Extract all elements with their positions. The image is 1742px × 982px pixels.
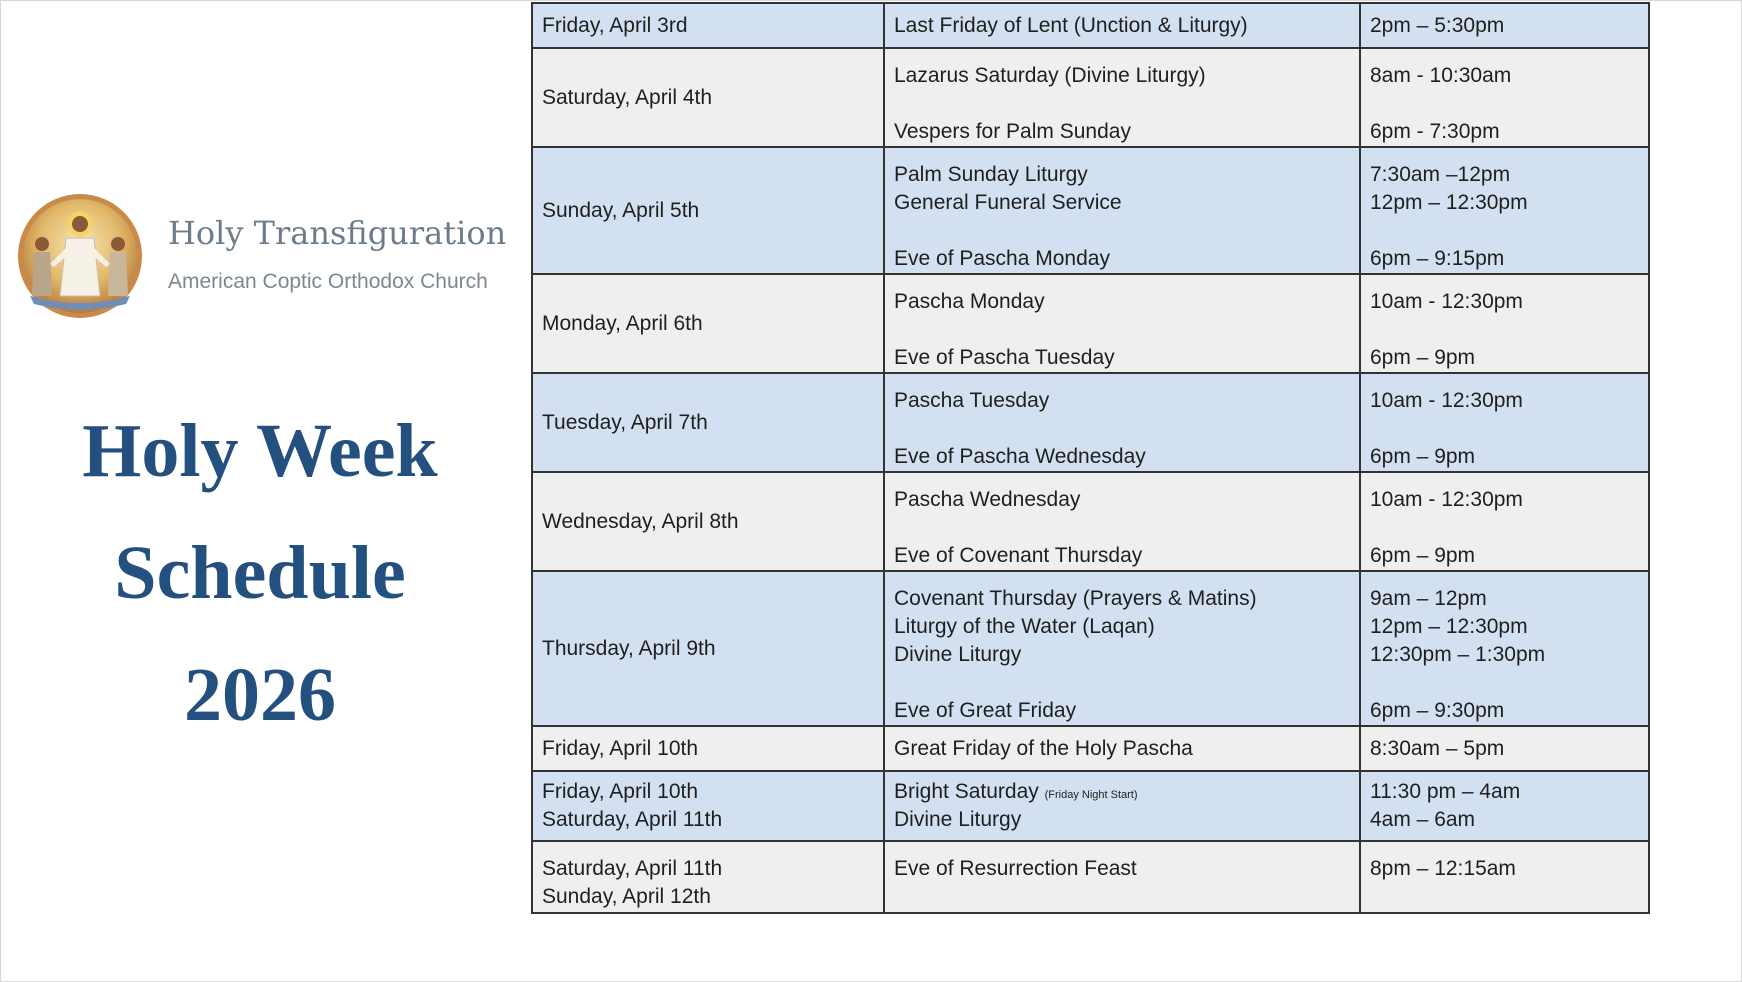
day-label: Saturday, April 4th: [542, 85, 713, 109]
day-cell: [532, 726, 884, 771]
event-label: Covenant Thursday (Prayers & Matins): [894, 587, 1257, 610]
church-name: Holy Transfiguration: [168, 214, 507, 252]
day-label: Thursday, April 9th: [542, 636, 716, 660]
title-line-2: Schedule: [114, 531, 406, 615]
day-label: Friday, April 10th: [542, 736, 699, 760]
schedule-table: [531, 2, 1650, 914]
day-cell: [532, 771, 884, 841]
day-cell: [532, 3, 884, 48]
event-label: Bright Saturday: [894, 780, 1039, 803]
time-cell: [1360, 3, 1649, 48]
event-label: Eve of Covenant Thursday: [894, 544, 1143, 567]
time-cell: [1360, 726, 1649, 771]
title-line-1: Holy Week: [82, 409, 438, 493]
table-row: [532, 472, 1649, 571]
table-row: [532, 274, 1649, 373]
time-label: 6pm – 9:15pm: [1370, 247, 1505, 270]
event-label: Palm Sunday Liturgy: [894, 163, 1088, 186]
table-row: [532, 771, 1649, 841]
church-logo-block: [16, 192, 516, 320]
church-subtitle: American Coptic Orthodox Church: [168, 270, 488, 293]
event-label: Great Friday of the Holy Pascha: [894, 736, 1193, 760]
event-cell: [884, 3, 1360, 48]
event-label: Pascha Wednesday: [894, 488, 1081, 511]
time-cell: [1360, 147, 1649, 274]
time-label: 7:30am –12pm: [1370, 163, 1511, 186]
event-label: Pascha Tuesday: [894, 389, 1050, 412]
event-label: Liturgy of the Water (Laqan): [894, 615, 1155, 638]
table-row: [532, 48, 1649, 147]
time-label: 10am - 12:30pm: [1370, 389, 1523, 412]
day-label: Wednesday, April 8th: [542, 509, 739, 533]
table-row: [532, 147, 1649, 274]
day-label: Friday, April 3rd: [542, 13, 688, 37]
day-label: Friday, April 10th: [542, 780, 699, 803]
time-label: 4am – 6am: [1370, 808, 1476, 831]
event-note: (Friday Night Start): [1044, 789, 1138, 801]
time-cell: [1360, 771, 1649, 841]
table-row: [532, 726, 1649, 771]
time-cell: [1360, 472, 1649, 571]
time-cell: [1360, 841, 1649, 913]
event-cell: [884, 373, 1360, 472]
event-cell: [884, 571, 1360, 726]
time-label: 12pm – 12:30pm: [1370, 191, 1528, 214]
event-cell: [884, 726, 1360, 771]
event-label: Vespers for Palm Sunday: [894, 120, 1131, 143]
day-cell: [532, 373, 884, 472]
time-label: 2pm – 5:30pm: [1370, 13, 1505, 37]
time-cell: [1360, 274, 1649, 373]
time-label: 12:30pm – 1:30pm: [1370, 643, 1546, 666]
time-label: 6pm – 9:30pm: [1370, 699, 1505, 722]
day-label: Tuesday, April 7th: [542, 410, 708, 434]
event-label: Eve of Great Friday: [894, 699, 1077, 722]
event-label: Last Friday of Lent (Unction & Liturgy): [894, 13, 1248, 37]
time-label: 8am - 10:30am: [1370, 64, 1512, 87]
day-cell: [532, 274, 884, 373]
event-label: General Funeral Service: [894, 191, 1122, 214]
event-label: Divine Liturgy: [894, 643, 1022, 666]
day-cell: [532, 841, 884, 913]
event-label: Eve of Pascha Wednesday: [894, 445, 1146, 468]
table-row: [532, 571, 1649, 726]
day-cell: [532, 472, 884, 571]
table-row: [532, 841, 1649, 913]
event-cell: [884, 274, 1360, 373]
event-cell: [884, 472, 1360, 571]
time-label: 10am - 12:30pm: [1370, 290, 1523, 313]
day-label: Sunday, April 5th: [542, 198, 700, 222]
event-cell: [884, 147, 1360, 274]
day-cell: [532, 571, 884, 726]
time-cell: [1360, 373, 1649, 472]
event-label: Eve of Resurrection Feast: [894, 857, 1137, 880]
day-label: Sunday, April 12th: [542, 885, 711, 908]
day-label: Monday, April 6th: [542, 311, 703, 335]
time-label: 11:30 pm – 4am: [1370, 780, 1521, 803]
event-cell: [884, 771, 1360, 841]
event-label: Eve of Pascha Monday: [894, 247, 1110, 270]
event-label: Pascha Monday: [894, 290, 1045, 313]
time-label: 9am – 12pm: [1370, 587, 1487, 610]
time-label: 8pm – 12:15am: [1370, 857, 1516, 880]
table-row: [532, 3, 1649, 48]
title-line-3: 2026: [184, 653, 336, 737]
church-seal-icon: [16, 192, 144, 320]
event-label: Lazarus Saturday (Divine Liturgy): [894, 64, 1206, 87]
event-cell: [884, 841, 1360, 913]
time-label: 6pm – 9pm: [1370, 346, 1476, 369]
event-label: Eve of Pascha Tuesday: [894, 346, 1115, 369]
event-cell: [884, 48, 1360, 147]
day-label: Saturday, April 11th: [542, 808, 723, 831]
day-label: Saturday, April 11th: [542, 857, 723, 880]
event-label: Divine Liturgy: [894, 808, 1022, 831]
table-row: [532, 373, 1649, 472]
day-cell: [532, 147, 884, 274]
event-label-with-note: [894, 778, 1350, 806]
time-cell: [1360, 571, 1649, 726]
time-cell: [1360, 48, 1649, 147]
page-title: [20, 390, 500, 756]
day-cell: [532, 48, 884, 147]
time-label: 12pm – 12:30pm: [1370, 615, 1528, 638]
time-label: 8:30am – 5pm: [1370, 736, 1505, 760]
time-label: 6pm - 7:30pm: [1370, 120, 1500, 143]
time-label: 6pm – 9pm: [1370, 544, 1476, 567]
time-label: 10am - 12:30pm: [1370, 488, 1523, 511]
time-label: 6pm – 9pm: [1370, 445, 1476, 468]
